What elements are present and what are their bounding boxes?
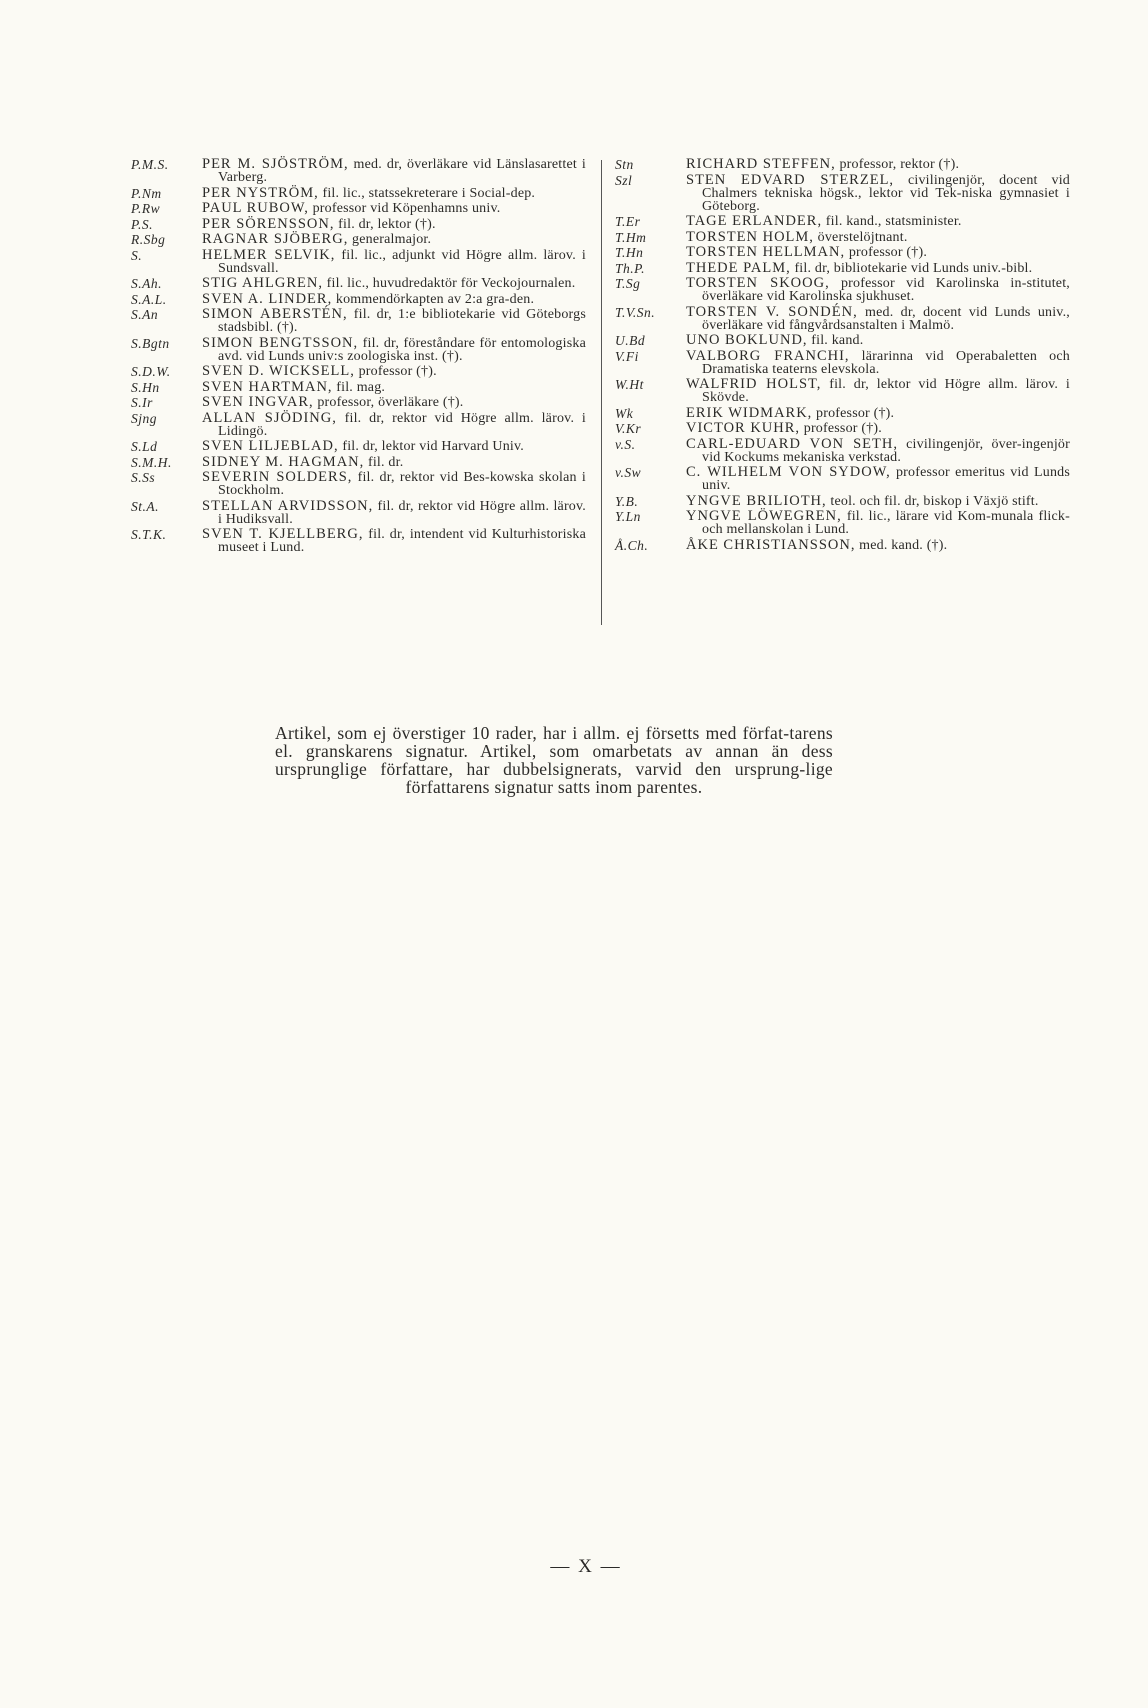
author-description: [686, 466, 1070, 492]
author-name: HELMER SELVIK,: [202, 246, 336, 263]
signature-abbreviation: P.Nm: [131, 185, 162, 201]
signature-abbreviation: Szl: [615, 172, 633, 188]
author-description: [686, 536, 1070, 553]
author-title: med. dr, docent vid Lunds univ., överläkare vid fångvårdsanstalten i Malmö.: [702, 304, 1071, 333]
signature-abbreviation: Y.B.: [615, 493, 639, 509]
signature-entry: [131, 277, 586, 290]
signature-abbreviation: St.A.: [131, 498, 159, 514]
author-description: [686, 228, 1070, 245]
author-description: [686, 334, 1070, 347]
author-name: SIMON BENGTSSON,: [202, 334, 359, 351]
signature-entry: [615, 536, 1070, 553]
signature-entry: [615, 466, 1070, 492]
author-description: [686, 246, 1070, 259]
signature-abbreviation: Sjng: [131, 410, 158, 426]
signature-entry: [131, 290, 586, 307]
author-description: [202, 246, 586, 276]
author-description: [202, 365, 586, 378]
signature-entry: [131, 378, 586, 395]
author-title: fil. lic., lärare vid Kom-munala flick- och mellanskolan i Lund.: [702, 509, 1070, 537]
author-title: fil. kand.: [811, 333, 864, 348]
author-name: C. WILHELM VON SYDOW,: [686, 464, 891, 480]
signature-abbreviation: S.An: [131, 307, 159, 322]
author-description: [202, 497, 586, 527]
signature-abbreviation: T.Sg: [615, 276, 641, 291]
signature-entry: [131, 409, 586, 439]
author-title: professor vid Karolinska in-stitutet, överläkare vid Karolinska sjukhuset.: [702, 276, 1070, 304]
author-name: YNGVE BRILIOTH,: [686, 492, 827, 509]
author-title: professor emeritus vid Lunds univ.: [702, 465, 1070, 493]
author-title: fil. dr, intendent vid Kulturhistoriska museet i Lund.: [218, 527, 586, 555]
author-name: STELLAN ARVIDSSON,: [202, 497, 374, 514]
author-description: [686, 435, 1070, 465]
author-name: TAGE ERLANDER,: [686, 213, 823, 229]
author-title: fil. dr.: [367, 454, 404, 470]
author-description: [686, 422, 1070, 435]
signature-abbreviation: Å.Ch.: [615, 537, 649, 553]
signature-entry: [615, 347, 1070, 377]
author-name: SVEN D. WICKSELL,: [202, 363, 355, 379]
signature-abbreviation: V.Fi: [615, 348, 639, 364]
author-name: TORSTEN V. SONDÉN,: [686, 303, 858, 320]
author-name: SEVERIN SOLDERS,: [202, 469, 353, 485]
author-title: fil. dr, rektor vid Högre allm. lärov. i Lidingö.: [218, 410, 586, 439]
author-title: med. dr, överläkare vid Länslasarettet i Varberg.: [218, 157, 586, 185]
signature-entry: [615, 277, 1070, 303]
signature-entry: [131, 202, 586, 215]
author-name: SVEN A. LINDER,: [202, 290, 333, 307]
author-title: professor (†).: [803, 421, 882, 436]
author-name: PER M. SJÖSTRÖM,: [202, 156, 349, 172]
signature-entry: [615, 246, 1070, 259]
signature-abbreviation: T.V.Sn.: [615, 304, 656, 320]
signature-abbreviation: S.Ss: [131, 470, 156, 485]
signature-entry: [131, 497, 586, 527]
author-description: [202, 184, 586, 201]
signature-entry: [131, 528, 586, 554]
signature-abbreviation: v.S.: [615, 436, 636, 452]
author-title: fil. kand., statsminister.: [825, 214, 962, 229]
signature-abbreviation: S.D.W.: [131, 364, 171, 379]
signature-note: Artikel, som ej överstiger 10 rader, har i allm. ej försetts med förfat-tarens el. granskarens signatur. Artikel, som omarbetats av annan än dess ursprunglige författare, har dubbelsignerats, varvid den ursprung-lige författarens signatur satts inom parentes.: [275, 722, 833, 798]
signature-entry: [131, 158, 586, 184]
author-name: ALLAN SJÖDING,: [202, 409, 337, 426]
author-description: [202, 215, 586, 232]
signature-entry: [131, 365, 586, 378]
right-signature-column: [615, 158, 1070, 554]
author-title: professor (†).: [848, 245, 928, 260]
column-divider: [601, 160, 602, 625]
author-title: fil. dr, lektor (†).: [338, 216, 436, 232]
author-description: [686, 215, 1070, 228]
author-title: professor, överläkare (†).: [317, 395, 464, 410]
signature-abbreviation: Wk: [615, 405, 634, 421]
page-number: — X —: [550, 1556, 622, 1577]
signature-abbreviation: W.Ht: [615, 377, 644, 392]
signature-abbreviation: Y.Ln: [615, 509, 641, 524]
author-title: fil. dr, rektor vid Högre allm. lärov. i Hudiksvall.: [218, 498, 586, 527]
signature-entry: [615, 404, 1070, 421]
author-name: PER SÖRENSSON,: [202, 215, 335, 232]
author-description: [686, 492, 1070, 509]
author-title: professor (†).: [816, 405, 895, 421]
signature-abbreviation: S.A.L.: [131, 291, 167, 307]
author-title: fil. dr, lektor vid Högre allm. lärov. i Skövde.: [702, 377, 1071, 405]
author-title: fil. lic., adjunkt vid Högre allm. lärov. i Sundsvall.: [218, 247, 586, 276]
author-title: fil. dr, föreståndare för entomologiska avd. vid Lunds univ:s zoologiska inst. (†).: [218, 335, 586, 364]
author-title: fil. dr, 1:e bibliotekarie vid Göteborgs stadsbibl. (†).: [218, 307, 587, 335]
signature-abbreviation: U.Bd: [615, 333, 646, 348]
signature-abbreviation: S.Ld: [131, 439, 158, 454]
author-description: [202, 471, 586, 497]
author-title: professor, rektor (†).: [839, 157, 960, 172]
author-title: med. kand. (†).: [859, 537, 948, 553]
signature-entry: [615, 510, 1070, 536]
author-description: [202, 409, 586, 439]
author-name: SVEN HARTMAN,: [202, 378, 333, 395]
author-description: [202, 528, 586, 554]
author-name: VALBORG FRANCHI,: [686, 347, 850, 364]
signature-entry: [615, 171, 1071, 214]
author-name: STEN EDVARD STERZEL,: [686, 171, 895, 188]
signature-abbreviation: Th.P.: [615, 260, 646, 276]
signature-entry: [131, 246, 586, 276]
author-description: [202, 277, 586, 290]
signature-entry: [131, 453, 586, 470]
signature-abbreviation: S.Ir: [131, 395, 153, 410]
author-description: [202, 308, 586, 334]
author-description: [686, 510, 1070, 536]
author-title: fil. mag.: [336, 379, 386, 395]
author-title: fil. dr, bibliotekarie vid Lunds univ.-bibl.: [794, 260, 1033, 276]
signature-abbreviation: S.T.K.: [131, 527, 167, 542]
author-description: [202, 453, 586, 470]
signature-abbreviation: S.Bgtn: [131, 335, 170, 351]
signature-entry: [131, 440, 586, 453]
author-title: professor vid Köpenhamns univ.: [312, 201, 501, 216]
author-name: ÅKE CHRISTIANSSON,: [686, 536, 856, 553]
signature-entry: [615, 259, 1070, 276]
signature-abbreviation: T.Er: [615, 214, 641, 229]
signature-entry: [615, 303, 1071, 333]
author-description: [202, 440, 586, 453]
author-title: civilingenjör, docent vid Chalmers tekniska högsk., lektor vid Tek-niska gymnasiet i Göteborg.: [702, 172, 1071, 214]
author-description: [202, 396, 586, 409]
signature-entry: [615, 435, 1070, 465]
author-name: PER NYSTRÖM,: [202, 184, 319, 201]
author-name: RICHARD STEFFEN,: [686, 156, 836, 172]
author-description: [686, 378, 1070, 404]
author-name: SVEN T. KJELLBERG,: [202, 526, 364, 542]
author-description: [686, 158, 1070, 171]
author-description: [686, 347, 1070, 377]
signature-abbreviation: S.M.H.: [131, 454, 172, 470]
signature-entry: [131, 233, 586, 246]
author-name: RAGNAR SJÖBERG,: [202, 231, 349, 247]
signature-abbreviation: v.Sw: [615, 465, 642, 480]
author-name: STIG AHLGREN,: [202, 275, 323, 291]
author-name: SVEN INGVAR,: [202, 394, 314, 410]
author-description: [686, 404, 1070, 421]
author-name: SIDNEY M. HAGMAN,: [202, 453, 365, 470]
signature-abbreviation: S.Ah.: [131, 276, 162, 291]
author-name: CARL-EDUARD VON SETH,: [686, 435, 898, 452]
author-title: civilingenjör, över-ingenjör vid Kockums mekaniska verkstad.: [702, 436, 1070, 465]
signature-abbreviation: R.Sbg: [131, 232, 166, 247]
author-name: WALFRID HOLST,: [686, 376, 822, 392]
author-name: SVEN LILJEBLAD,: [202, 438, 339, 454]
signature-entry: [131, 184, 586, 201]
author-name: TORSTEN HELLMAN,: [686, 244, 846, 260]
signature-abbreviation: P.Rw: [131, 201, 161, 216]
author-description: [686, 259, 1070, 276]
author-description: [202, 202, 586, 215]
author-description: [202, 334, 586, 364]
signature-abbreviation: Stn: [615, 157, 634, 172]
signature-entry: [615, 228, 1070, 245]
author-title: fil. lic., statssekreterare i Social-dep.: [322, 185, 536, 201]
author-description: [202, 378, 586, 395]
signature-abbreviation: S.Hn: [131, 379, 160, 395]
author-title: fil. dr, rektor vid Bes-kowska skolan i Stockholm.: [218, 470, 586, 498]
author-title: teol. och fil. dr, biskop i Växjö stift.: [830, 493, 1039, 509]
author-description: [686, 277, 1070, 303]
signature-entry: [615, 422, 1070, 435]
author-name: PAUL RUBOW,: [202, 200, 309, 216]
signature-entry: [615, 492, 1070, 509]
author-title: lärarinna vid Operabaletten och Dramatiska teaterns elevskola.: [702, 348, 1070, 377]
author-title: fil. dr, lektor vid Harvard Univ.: [342, 439, 524, 454]
author-description: [686, 171, 1071, 214]
signature-abbreviation: P.S.: [131, 216, 154, 232]
signature-abbreviation: S.: [131, 247, 143, 263]
author-name: THEDE PALM,: [686, 259, 791, 276]
author-description: [686, 303, 1071, 333]
author-description: [202, 158, 586, 184]
signature-entry: [131, 471, 586, 497]
signature-entry: [131, 215, 586, 232]
signature-entry: [615, 334, 1070, 347]
author-name: YNGVE LÖWEGREN,: [686, 508, 842, 524]
author-title: fil. lic., huvudredaktör för Veckojournalen.: [326, 276, 576, 291]
author-title: professor (†).: [358, 364, 437, 379]
signature-entry: [615, 378, 1070, 404]
author-name: VICTOR KUHR,: [686, 420, 801, 436]
author-description: [202, 290, 586, 307]
signature-abbreviation: T.Hm: [615, 229, 647, 245]
signature-entry: [615, 158, 1070, 171]
author-title: generalmajor.: [352, 232, 432, 247]
signature-abbreviation: P.M.S.: [131, 157, 169, 172]
signature-entry: [131, 396, 586, 409]
signature-entry: [131, 334, 586, 364]
author-name: SIMON ABERSTÉN,: [202, 306, 348, 322]
left-signature-column: [131, 158, 586, 557]
signature-abbreviation: V.Kr: [615, 421, 642, 436]
author-name: TORSTEN SKOOG,: [686, 275, 830, 291]
signature-entry: [615, 215, 1070, 228]
signature-entry: [131, 308, 586, 334]
signature-abbreviation: T.Hn: [615, 245, 644, 260]
author-description: [202, 233, 586, 246]
author-title: överstelöjtnant.: [817, 229, 908, 245]
author-title: kommendörkapten av 2:a gra-den.: [335, 291, 535, 307]
author-name: UNO BOKLUND,: [686, 332, 808, 348]
author-name: TORSTEN HOLM,: [686, 228, 814, 245]
author-name: ERIK WIDMARK,: [686, 404, 813, 421]
